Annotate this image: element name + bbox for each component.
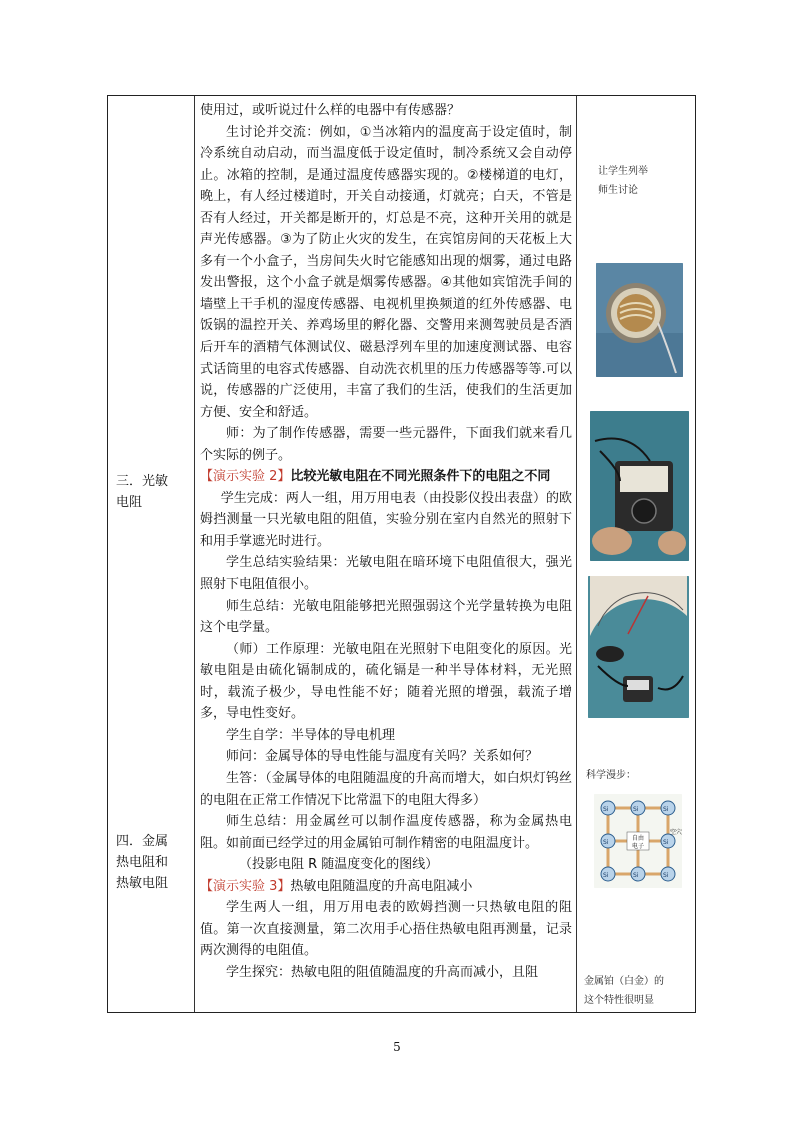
diagram-label-free: 自由: [632, 835, 645, 842]
paragraph: 学生探究：热敏电阻的阻值随温度的升高而减小，且阻: [226, 964, 539, 980]
atom-label: Si: [633, 872, 639, 879]
section-4-heading: 四．金属 热电阻和 热敏电阻: [116, 834, 169, 891]
section-column: [108, 96, 194, 1012]
paragraph: （师）工作原理：光敏电阻在光照射下电阻变化的原因。光敏电阻是由硫化镉制成的，硫化镉是一种半导体材料，无光照时，载流子极少，导电性能不好；随着光照的增强，载流子增多，导电性变好。: [200, 641, 572, 722]
page-number: 5: [393, 1040, 401, 1054]
paragraph: 学生总结实验结果：光敏电阻在暗环境下电阻值很大，强光照射下电阻值很小。: [200, 555, 572, 593]
multimeter-photo: [590, 411, 689, 561]
note-science-walk: 科学漫步：: [586, 770, 636, 781]
paragraph: 师生总结：光敏电阻能够把光照强弱这个光学量转换为电阻这个电学量。: [200, 598, 572, 636]
paragraph: 学生两人一组，用万用电表的欧姆挡测一只热敏电阻的阻值。第一次直接测量，第二次用手心捂住热敏电阻再测量，记录两次测得的电阻值。: [200, 900, 572, 959]
atom-label: Si: [603, 872, 609, 879]
paragraph: 学生完成：两人一组，用万用电表（由投影仪投出表盘）的欧姆挡测量一只光敏电阻的阻值，实验分别在室内自然光的照射下和用手掌遮光时进行。: [200, 490, 572, 549]
paragraph: 生答：（金属导体的电阻随温度的升高而增大，如白炽灯钨丝的电阻在正常工作情况下比常温下的电阻大得多）: [200, 770, 572, 808]
atom-label: Si: [663, 839, 669, 846]
paragraph: （投影电阻 R 随温度变化的图线）: [239, 857, 439, 873]
note-platinum: 金属铂（白金）的 这个特性很明显: [584, 976, 664, 1006]
atom-label: Si: [603, 806, 609, 813]
experiment-tag: 【演示实验 3】: [200, 878, 291, 894]
lesson-table: [107, 95, 696, 1013]
atom-label: Si: [663, 806, 669, 813]
content-column: [194, 96, 576, 1012]
paragraph: 【演示实验 3】热敏电阻随温度的升高电阻减小: [200, 878, 473, 894]
diagram-label-hole: 空穴: [670, 829, 682, 836]
atom-label: Si: [633, 806, 639, 813]
paragraph: 师：为了制作传感器，需要一些元器件，下面我们就来看几个实际的例子。: [200, 426, 572, 463]
meter-lamp-photo: [588, 576, 689, 718]
paragraph: 【演示实验 2】比较光敏电阻在不同光照条件下的电阻之不同: [200, 469, 551, 485]
note-discussion: 让学生列举 师生讨论: [598, 166, 648, 196]
paragraph: 使用过，或听说过什么样的电器中有传感器？: [200, 103, 461, 118]
photoresistor-photo: [596, 263, 683, 377]
section-3-heading: 三．光敏 电阻: [116, 474, 169, 510]
lesson-body: [200, 100, 572, 983]
paragraph: 师生总结：用金属丝可以制作温度传感器，称为金属热电阻。如前面已经学过的用金属铂可制作精密的电阻温度计。: [200, 814, 572, 851]
atom-label: Si: [663, 872, 669, 879]
diagram-label-electron: 电子: [632, 843, 645, 850]
paragraph: 生讨论并交流：例如，①当冰箱内的温度高于设定值时，制冷系统自动启动，而当温度低于设定值时，制冷系统又会自动停止。冰箱的控制，是通过温度传感器实现的。②楼梯道的电灯，晚上，有人经过楼道时，开关自动接通，灯就亮；白天，不管是否有人经过，开关都是断开的，灯总是不亮，这种开关用的就是声光传感器。③为了防止火灾的发生，在宾馆房间的天花板上大多有一个小盒子，当房间失火时它能感知出现的烟雾，通过电路发出警报，这个小盒子就是烟雾传感器。④其他如宾馆洗手间的墙壁上干手机的湿度传感器、电视机里换频道的红外传感器、电饭锅的温控开关、养鸡场里的孵化器、交警用来测驾驶员是否酒后开车的酒精气体测试仪、磁悬浮列车里的加速度测试器、电容式话筒里的电容式传感器、自动洗衣机里的压力传感器等等.可以说，传感器的广泛使用，丰富了我们的生活，使我们的生活更加方便、安全和舒适。: [200, 124, 572, 420]
atom-label: Si: [603, 839, 609, 846]
notes-column: [576, 96, 697, 1012]
experiment-tag: 【演示实验 2】: [200, 469, 291, 485]
paragraph: 学生自学：半导体的导电机理: [226, 727, 396, 743]
silicon-lattice-diagram: [594, 794, 682, 888]
paragraph: 师问：金属导体的导电性能与温度有关吗？关系如何？: [226, 749, 539, 765]
